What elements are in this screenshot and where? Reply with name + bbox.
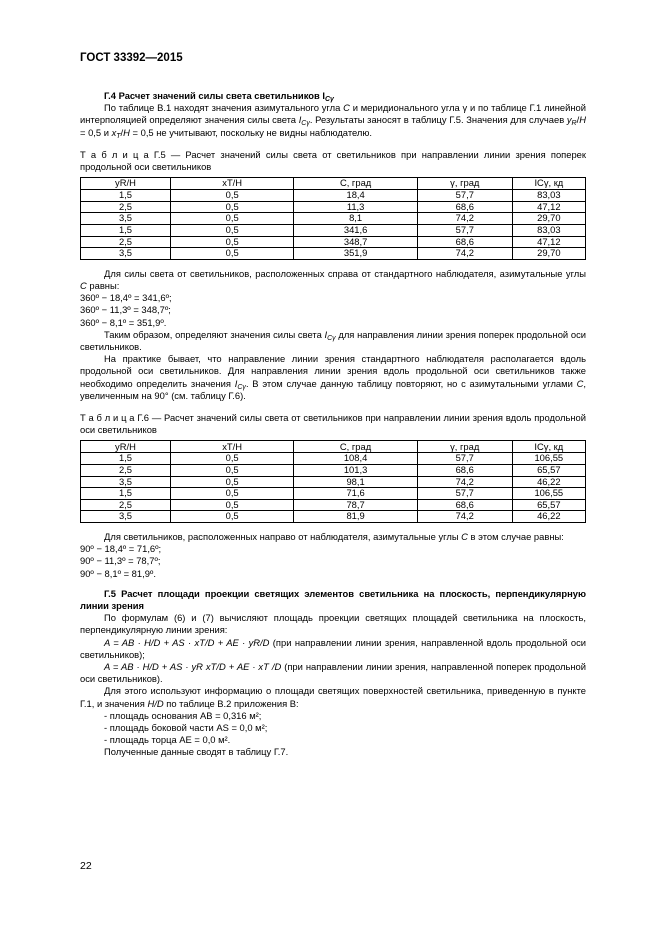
table-g6-header-cell: ICγ, кд [512, 441, 585, 453]
practice-paragraph: На практике бывает, что направление линии зрения стандартного наблюдателя располагается вдоль продольной оси светильников. Для направления линии зрения вдоль продольной оси светильников также необходимо определить значения $I_{C\gamma}$. В этом случае данную таблицу повторяют, но с азимутальными углами C, увеличенным на 90° (см. таблицу Г.6). [80, 353, 586, 401]
table-cell: 74,2 [417, 213, 512, 225]
formula-line: 90º − 11,3º = 78,7º; [80, 555, 161, 567]
table-cell: 81,9 [294, 511, 417, 523]
table-cell: 8,1 [294, 213, 417, 225]
table-cell: 29,70 [512, 248, 585, 260]
table-cell: 106,55 [512, 453, 585, 465]
table-g6-header-row [81, 441, 586, 453]
table-g6-header-cell: γ, град [417, 441, 512, 453]
table-g5-caption: Т а б л и ц а Г.5 — Расчет значений силы света от светильников при направлении линии зрения поперек продольной оси светильников [80, 148, 586, 173]
table-cell: 101,3 [294, 465, 417, 477]
table-g6-header-cell: xT/H [170, 441, 293, 453]
table-row [81, 213, 586, 225]
table-row [81, 511, 586, 523]
table-g6 [80, 440, 586, 523]
table-cell: 0,5 [170, 225, 293, 237]
document-body [80, 90, 586, 759]
formula-line: 360º − 8,1º = 351,9º. [80, 316, 167, 328]
table-cell: 3,5 [81, 476, 171, 488]
list-item: - площадь основания AB = 0,316 м²; [104, 709, 262, 721]
table-g6-caption: Т а б л и ц а Г.6 — Расчет значений силы света от светильников при направлении линии зрения вдоль продольной оси светильников [80, 412, 586, 436]
table-cell: 0,5 [170, 488, 293, 500]
source-paragraph: Для этого используют информацию о площади светящих поверхностей светильника, приведенную в пункте Г.1, и значения H/D по таблице В.2 приложения В: [80, 685, 586, 709]
document-header: ГОСТ 33392—2015 [80, 52, 183, 64]
table-row [81, 201, 586, 213]
table-cell: 57,7 [417, 225, 512, 237]
table-cell: 83,03 [512, 190, 585, 202]
table-cell: 351,9 [294, 248, 417, 260]
table-cell: 57,7 [417, 190, 512, 202]
table-cell: 1,5 [81, 190, 171, 202]
table-g5-header-cell: C, град [294, 178, 417, 190]
table-cell: 74,2 [417, 511, 512, 523]
table-cell: 1,5 [81, 225, 171, 237]
table-g6-header-cell: yR/H [81, 441, 171, 453]
after-table-g5-paragraph: Для силы света от светильников, расположенных справа от стандартного наблюдателя, азимутальные углы C равны: [80, 267, 586, 291]
table-g5-header-cell: γ, град [417, 178, 512, 190]
table-cell: 2,5 [81, 499, 171, 511]
table-cell: 106,55 [512, 488, 585, 500]
table-cell: 3,5 [81, 511, 171, 523]
table-cell: 47,12 [512, 201, 585, 213]
table-row [81, 465, 586, 477]
table-cell: 57,7 [417, 488, 512, 500]
table-row [81, 236, 586, 248]
section-g4-heading: Г.4 Расчет значений силы света светильников $I_{C\gamma}$ [104, 90, 334, 103]
table-cell: 0,5 [170, 213, 293, 225]
formula-line: 90º − 18,4º = 71,6º; [80, 543, 162, 555]
table-cell: 0,5 [170, 511, 293, 523]
table-cell: 11,3 [294, 201, 417, 213]
table-cell: 1,5 [81, 488, 171, 500]
formula-line: 360º − 18,4º = 341,6º; [80, 292, 172, 304]
formula-along: A = AB · H/D + AS · xT/D + AE · yR/D (при направлении линии зрения, направленной вдоль продольной оси светильников); [80, 636, 586, 660]
section-g5-heading: Г.5 Расчет площади проекции светящих элементов светильника на плоскость, перпендикулярную линии зрения [80, 587, 586, 611]
table-g5 [80, 177, 586, 260]
table-cell: 65,57 [512, 499, 585, 511]
conclusion-paragraph: Таким образом, определяют значения силы света $I_{C\gamma}$ для направления линии зрения поперек продольной оси светильников. [80, 328, 587, 352]
table-cell: 83,03 [512, 225, 585, 237]
table-row [81, 225, 586, 237]
table-cell: 0,5 [170, 476, 293, 488]
list-item: - площадь торца AE = 0,0 м². [104, 734, 231, 746]
table-row [81, 248, 586, 260]
table-cell: 68,6 [417, 236, 512, 248]
table-cell: 68,6 [417, 499, 512, 511]
table-cell: 0,5 [170, 236, 293, 248]
section-g5-paragraph: По формулам (6) и (7) вычисляют площадь проекции светящих площадей светильника на плоскость, перпендикулярную линии зрения: [80, 612, 586, 636]
table-cell: 46,22 [512, 476, 585, 488]
table-row [81, 488, 586, 500]
table-cell: 68,6 [417, 201, 512, 213]
table-cell: 47,12 [512, 236, 585, 248]
table-cell: 0,5 [170, 499, 293, 511]
formula-line: 90º − 8,1º = 81,9º. [80, 567, 156, 579]
table-cell: 2,5 [81, 465, 171, 477]
table-cell: 29,70 [512, 213, 585, 225]
table-cell: 65,57 [512, 465, 585, 477]
section-g4-paragraph: По таблице В.1 находят значения азимутального угла C и меридионального угла γ и по таблице Г.1 линейной интерполяцией определяют значения силы света $I_{C\gamma}$. Результаты заносят в таблицу Г.5. Значения для случаев $y_R/H = 0,5$ и $x_T/H = 0,5$ не учитывают, поскольку не видны наблюдателю. [80, 102, 586, 140]
table-cell: 3,5 [81, 213, 171, 225]
after-table-g6-paragraph: Для светильников, расположенных направо от наблюдателя, азимутальные углы C в этом случае равны: [104, 530, 564, 542]
summary-paragraph: Полученные данные сводят в таблицу Г.7. [104, 746, 289, 758]
table-row [81, 476, 586, 488]
table-cell: 0,5 [170, 248, 293, 260]
table-cell: 46,22 [512, 511, 585, 523]
formula-line: 360º − 11,3º = 348,7º; [80, 304, 171, 316]
list-item: - площадь боковой части AS = 0,0 м²; [104, 722, 268, 734]
table-g5-header-row [81, 178, 586, 190]
table-cell: 3,5 [81, 248, 171, 260]
table-g5-header-cell: yR/H [81, 178, 171, 190]
table-cell: 108,4 [294, 453, 417, 465]
table-cell: 0,5 [170, 201, 293, 213]
table-cell: 78,7 [294, 499, 417, 511]
table-cell: 348,7 [294, 236, 417, 248]
formula-across: A = AB · H/D + AS · yR xT/D + AE · xT /D (при направлении линии зрения, направленной поперек продольной оси светильников). [80, 661, 586, 685]
table-cell: 2,5 [81, 236, 171, 248]
table-cell: 2,5 [81, 201, 171, 213]
table-cell: 1,5 [81, 453, 171, 465]
table-row [81, 453, 586, 465]
table-cell: 0,5 [170, 465, 293, 477]
table-row [81, 499, 586, 511]
table-g5-header-cell: xT/H [170, 178, 293, 190]
table-row [81, 190, 586, 202]
table-cell: 0,5 [170, 453, 293, 465]
table-cell: 71,6 [294, 488, 417, 500]
table-cell: 57,7 [417, 453, 512, 465]
table-cell: 74,2 [417, 248, 512, 260]
table-g6-header-cell: C, град [294, 441, 417, 453]
table-g5-header-cell: ICγ, кд [512, 178, 585, 190]
table-cell: 18,4 [294, 190, 417, 202]
table-cell: 74,2 [417, 476, 512, 488]
table-cell: 341,6 [294, 225, 417, 237]
table-cell: 68,6 [417, 465, 512, 477]
page-number: 22 [80, 860, 92, 872]
table-cell: 0,5 [170, 190, 293, 202]
table-cell: 98,1 [294, 476, 417, 488]
